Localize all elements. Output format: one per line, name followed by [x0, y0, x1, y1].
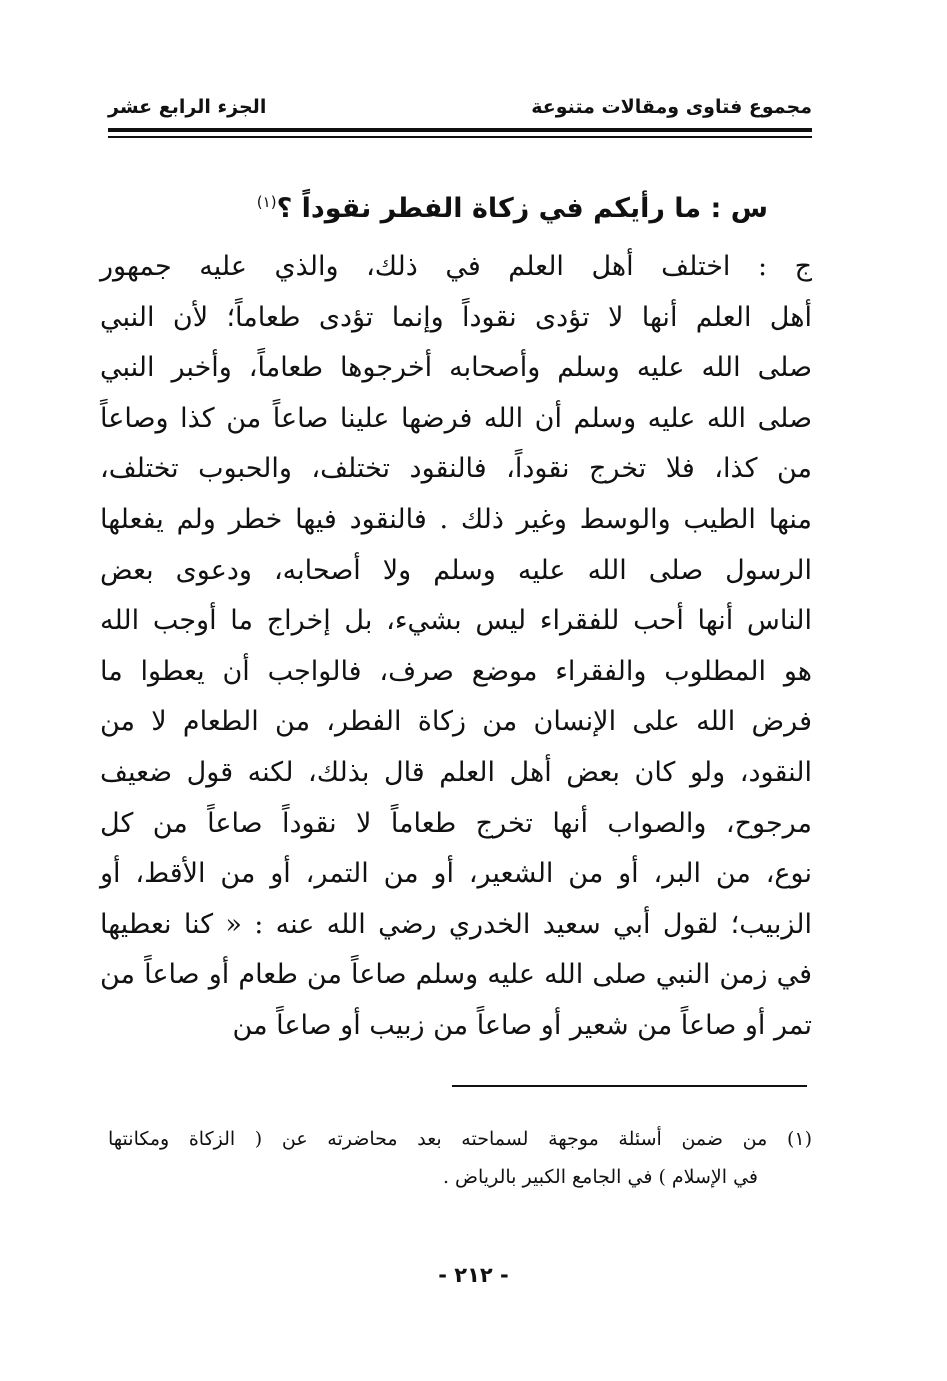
answer-line: منها الطيب والوسط وغير ذلك . فالنقود فيها خطر ولم يفعلها	[100, 503, 812, 535]
answer-line: تمر أو صاعاً من شعير أو صاعاً من زبيب أو صاعاً من	[232, 1009, 812, 1041]
answer-line: مرجوح، والصواب أنها تخرج طعاماً لا نقوداً صاعاً من كل	[100, 807, 812, 839]
footnote	[108, 1120, 812, 1196]
answer-line: الرسول صلى الله عليه وسلم ولا أصحابه، ودعوى بعض	[100, 554, 812, 586]
running-header	[108, 92, 812, 122]
answer-line: فرض الله على الإنسان من زكاة الفطر، من الطعام لا من	[100, 706, 812, 738]
answer-line: في زمن النبي صلى الله عليه وسلم صاعاً من طعام أو صاعاً من	[100, 959, 812, 991]
header-rule-thin	[108, 136, 812, 138]
question-heading	[108, 180, 768, 231]
volume-label: الجزء الرابع عشر	[108, 96, 267, 118]
book-title: مجموع فتاوى ومقالات متنوعة	[531, 96, 812, 118]
question-text: س : ما رأيكم في زكاة الفطر نقوداً ؟	[276, 193, 768, 224]
answer-line: صلى الله عليه وسلم وأصحابه أخرجوها طعاماً، وأخبر النبي	[100, 352, 812, 384]
footnote-line: في الإسلام ) في الجامع الكبير بالرياض .	[442, 1166, 758, 1188]
answer-line: أهل العلم أنها لا تؤدى نقوداً وإنما تؤدى طعاماً؛ لأن النبي	[100, 301, 812, 333]
answer-body	[100, 242, 812, 1052]
footnote-line: (١) من ضمن أسئلة موجهة لسماحته بعد محاضرته عن ( الزكاة ومكانتها	[108, 1128, 812, 1150]
answer-line: نوع، من البر، أو من الشعير، أو من التمر، أو من الأقط، أو	[100, 858, 812, 890]
page-number: - ٢١٢ -	[438, 1263, 509, 1287]
answer-line: هو المطلوب والفقراء موضع صرف، فالواجب أن يعطوا ما	[100, 655, 812, 687]
answer-line: النقود، ولو كان بعض أهل العلم قال بذلك، لكنه قول ضعيف	[100, 756, 812, 788]
answer-line: الزبيب؛ لقول أبي سعيد الخدري رضي الله عنه : « كنا نعطيها	[100, 908, 812, 940]
answer-line: صلى الله عليه وسلم أن الله فرضها علينا صاعاً من كذا وصاعاً	[100, 402, 812, 434]
header-rule-thick	[108, 128, 812, 132]
footnote-reference: (١)	[256, 193, 277, 211]
answer-line: من كذا، فلا تخرج نقوداً، فالنقود تختلف، والحبوب تختلف،	[100, 453, 812, 485]
footnote-separator	[452, 1085, 807, 1087]
answer-line: ج : اختلف أهل العلم في ذلك، والذي عليه جمهور	[100, 251, 812, 282]
answer-line: الناس أنها أحب للفقراء ليس بشيء، بل إخراج ما أوجب الله	[100, 605, 812, 637]
